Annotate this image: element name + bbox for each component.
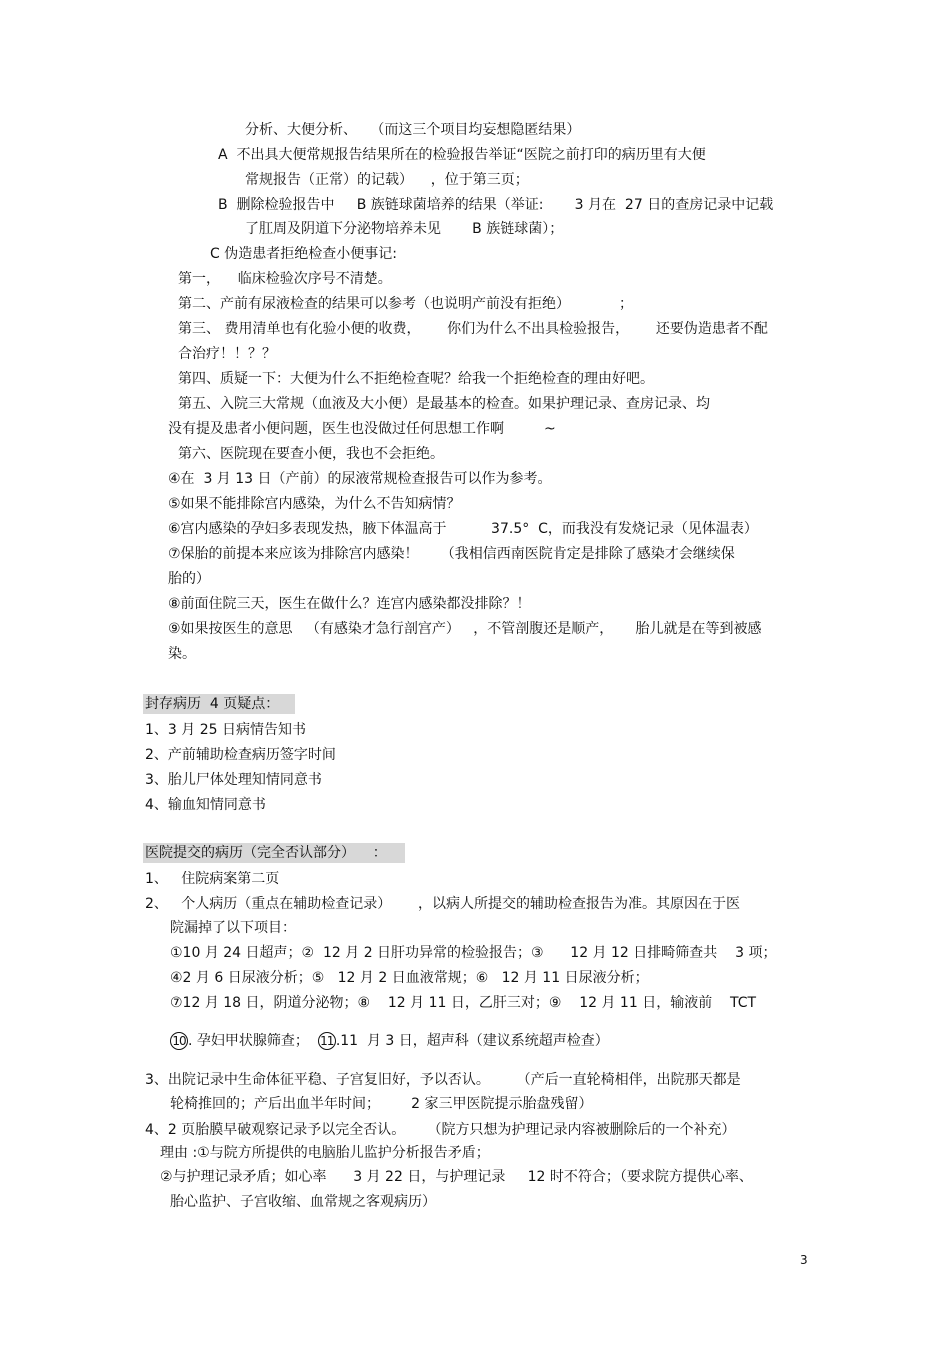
section-heading-hospital-records: 医院提交的病历（完全否认部分） ：	[145, 845, 387, 861]
text-line: 胎心监护、子宫收缩、血常规之客观病历）	[170, 1194, 436, 1210]
text-line: 第六、医院现在要查小便，我也不会拒绝。	[178, 446, 444, 462]
text-line: 分析、大便分析、 （而这三个项目均妄想隐匿结果）	[245, 122, 581, 138]
text-line: 没有提及患者小便问题，医生也没做过任何思想工作啊 ~	[168, 421, 556, 437]
circled-number-10: 10	[170, 1032, 188, 1050]
text-line: ④在 3 月 13 日（产前）的尿液常规检查报告可以作为参考。	[168, 471, 552, 487]
text-line: 常规报告（正常）的记载） ，位于第三页；	[245, 172, 529, 188]
text-line: ②与护理记录矛盾；如心率 3 月 22 日，与护理记录 12 时不符合；（要求院方提供心率、	[160, 1169, 753, 1185]
list-item: 1、 住院病案第二页	[145, 871, 280, 887]
text-line: 院漏掉了以下项目：	[170, 920, 296, 936]
text-line: ⑧前面住院三天，医生在做什么？连宫内感染都没排除？！	[168, 596, 531, 612]
list-item: 1、3 月 25 日病情告知书	[145, 722, 306, 738]
text-line-circled-items	[170, 1032, 609, 1050]
text-line: ⑦保胎的前提本来应该为排除宫内感染！ （我相信西南医院肯定是排除了感染才会继续保	[168, 546, 735, 562]
text-line: 第五、入院三大常规（血液及大小便）是最基本的检查。如果护理记录、查房记录、均	[178, 396, 710, 412]
text-line: 第一， 临床检验次序号不清楚。	[178, 271, 392, 287]
page-number: 3	[800, 1253, 808, 1267]
text-line: C 伪造患者拒绝检查小便事记:	[210, 246, 397, 262]
text-line: 染。	[168, 646, 196, 662]
list-item: 3、胎儿尸体处理知情同意书	[145, 772, 322, 788]
text-line: 胎的）	[168, 571, 210, 587]
text-line: 第三、 费用清单也有化验小便的收费， 你们为什么不出具检验报告， 还要伪造患者不配	[178, 321, 768, 337]
text-line: 合治疗！！？？	[178, 346, 276, 362]
text-line: ⑥宫内感染的孕妇多表现发热，腋下体温高于 37.5° C，而我没有发烧记录（见体温表）	[168, 521, 758, 537]
circled-number-11: 11	[318, 1032, 336, 1050]
text-line: ⑨如果按医生的意思 （有感染才急行剖宫产） ，不管剖腹还是顺产， 胎儿就是在等到被感	[168, 621, 762, 637]
text-line: 轮椅推回的；产后出血半年时间； 2 家三甲医院提示胎盘残留）	[170, 1096, 593, 1112]
circled-item-11-text: .11 月 3 日，超声科（建议系统超声检查）	[335, 1033, 609, 1049]
text-line: 第二、产前有尿液检查的结果可以参考（也说明产前没有拒绝） ；	[178, 296, 633, 312]
text-line: ①10 月 24 日超声；② 12 月 2 日肝功异常的检验报告；③ 12 月 12 日排畸筛查共 3 项；	[170, 945, 777, 961]
text-line: A 不出具大便常规报告结果所在的检验报告举证“医院之前打印的病历里有大便	[218, 147, 706, 163]
section-heading-sealed-records: 封存病历 4 页疑点：	[145, 696, 280, 712]
text-line: ④2 月 6 日尿液分析；⑤ 12 月 2 日血液常规；⑥ 12 月 11 日尿液分析；	[170, 970, 649, 986]
list-item: 3、出院记录中生命体征平稳、子宫复旧好，予以否认。 （产后一直轮椅相伴，出院那天都是	[145, 1072, 741, 1088]
list-item: 2、产前辅助检查病历签字时间	[145, 747, 336, 763]
text-line: 理由 :①与院方所提供的电脑胎儿监护分析报告矛盾；	[160, 1145, 490, 1161]
list-item: 2、 个人病历（重点在辅助检查记录） ，以病人所提交的辅助检查报告为准。其原因在于医	[145, 896, 740, 912]
text-line: 第四、质疑一下：大便为什么不拒绝检查呢？给我一个拒绝检查的理由好吧。	[178, 371, 654, 387]
text-line: ⑤如果不能排除宫内感染，为什么不告知病情？	[168, 496, 461, 512]
list-item: 4、2 页胎膜早破观察记录予以完全否认。 （院方只想为护理记录内容被删除后的一个补充）	[145, 1122, 736, 1138]
text-line: B 删除检验报告中 B 族链球菌培养的结果（举证: 3 月在 27 日的查房记录中记载	[218, 197, 774, 213]
text-line: ⑦12 月 18 日，阴道分泌物；⑧ 12 月 11 日，乙肝三对；⑨ 12 月 11 日，输液前 TCT	[170, 995, 757, 1011]
list-item: 4、输血知情同意书	[145, 797, 266, 813]
text-line: 了肛周及阴道下分泌物培养未见 B 族链球菌）；	[245, 221, 564, 237]
circled-item-10-text: . 孕妇甲状腺筛查；	[188, 1033, 318, 1049]
